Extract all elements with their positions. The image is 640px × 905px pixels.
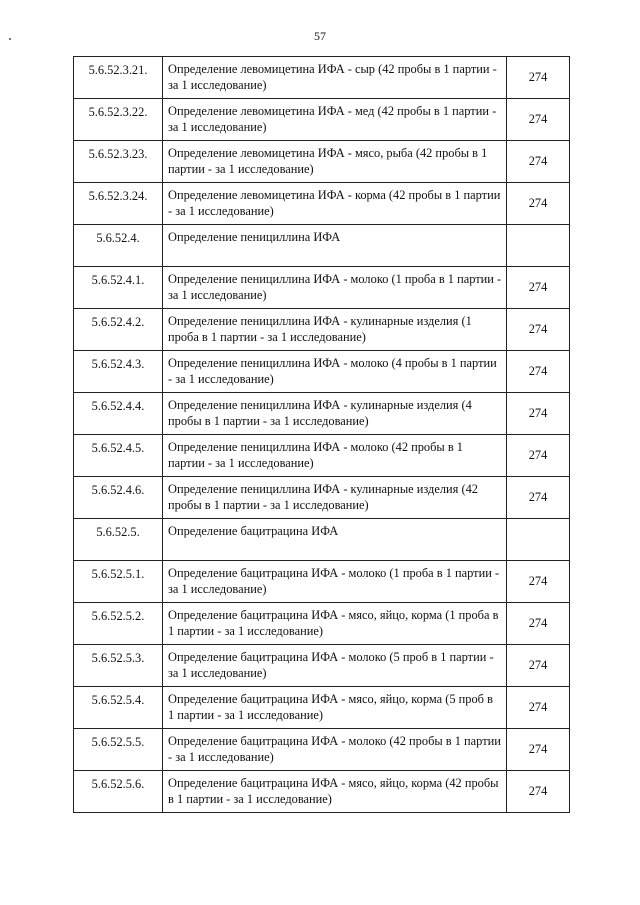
row-price: 274	[507, 645, 570, 687]
row-code: 5.6.52.5.5.	[74, 729, 163, 771]
row-price: 274	[507, 351, 570, 393]
row-code: 5.6.52.5.2.	[74, 603, 163, 645]
row-service-name: Определение бацитрацина ИФА - мясо, яйцо, корма (42 пробы в 1 партии - за 1 исследование)	[163, 771, 507, 813]
row-service-name: Определение пенициллина ИФА	[163, 225, 507, 267]
row-service-name: Определение пенициллина ИФА - молоко (42 пробы в 1 партии - за 1 исследование)	[163, 435, 507, 477]
table-row	[74, 435, 570, 477]
row-price: 274	[507, 477, 570, 519]
row-service-name: Определение левомицетина ИФА - корма (42 пробы в 1 партии - за 1 исследование)	[163, 183, 507, 225]
table-row	[74, 603, 570, 645]
row-price: 274	[507, 183, 570, 225]
table-row	[74, 393, 570, 435]
row-price: 274	[507, 99, 570, 141]
table-body	[74, 57, 570, 813]
row-code: 5.6.52.4.1.	[74, 267, 163, 309]
row-code: 5.6.52.5.	[74, 519, 163, 561]
row-price: 274	[507, 771, 570, 813]
row-service-name: Определение пенициллина ИФА - кулинарные изделия (4 пробы в 1 партии - за 1 исследование)	[163, 393, 507, 435]
row-price: 274	[507, 393, 570, 435]
price-table	[73, 56, 570, 813]
table-row	[74, 99, 570, 141]
table-row	[74, 771, 570, 813]
row-code: 5.6.52.3.21.	[74, 57, 163, 99]
row-price: 274	[507, 687, 570, 729]
row-code: 5.6.52.3.23.	[74, 141, 163, 183]
table-row	[74, 309, 570, 351]
row-service-name: Определение пенициллина ИФА - молоко (1 проба в 1 партии - за 1 исследование)	[163, 267, 507, 309]
table-row	[74, 519, 570, 561]
row-price	[507, 519, 570, 561]
row-price: 274	[507, 603, 570, 645]
row-service-name: Определение бацитрацина ИФА - мясо, яйцо, корма (1 проба в 1 партии - за 1 исследование)	[163, 603, 507, 645]
row-price: 274	[507, 435, 570, 477]
row-price: 274	[507, 729, 570, 771]
row-code: 5.6.52.3.24.	[74, 183, 163, 225]
row-service-name: Определение бацитрацина ИФА - молоко (5 проб в 1 партии - за 1 исследование)	[163, 645, 507, 687]
row-code: 5.6.52.5.6.	[74, 771, 163, 813]
row-service-name: Определение левомицетина ИФА - мед (42 пробы в 1 партии - за 1 исследование)	[163, 99, 507, 141]
row-price: 274	[507, 309, 570, 351]
table-row	[74, 57, 570, 99]
row-service-name: Определение пенициллина ИФА - кулинарные изделия (42 пробы в 1 партии - за 1 исследование)	[163, 477, 507, 519]
row-code: 5.6.52.3.22.	[74, 99, 163, 141]
table-row	[74, 477, 570, 519]
row-code: 5.6.52.5.1.	[74, 561, 163, 603]
table-row	[74, 687, 570, 729]
table-row	[74, 729, 570, 771]
table-row	[74, 225, 570, 267]
row-service-name: Определение пенициллина ИФА - молоко (4 пробы в 1 партии - за 1 исследование)	[163, 351, 507, 393]
row-code: 5.6.52.5.3.	[74, 645, 163, 687]
row-code: 5.6.52.4.2.	[74, 309, 163, 351]
row-price	[507, 225, 570, 267]
row-code: 5.6.52.4.	[74, 225, 163, 267]
row-service-name: Определение бацитрацина ИФА	[163, 519, 507, 561]
table-row	[74, 645, 570, 687]
table-row	[74, 267, 570, 309]
row-code: 5.6.52.4.4.	[74, 393, 163, 435]
table-row	[74, 351, 570, 393]
row-code: 5.6.52.4.6.	[74, 477, 163, 519]
row-code: 5.6.52.5.4.	[74, 687, 163, 729]
row-service-name: Определение левомицетина ИФА - мясо, рыба (42 пробы в 1 партии - за 1 исследование)	[163, 141, 507, 183]
table-row	[74, 141, 570, 183]
row-price: 274	[507, 141, 570, 183]
row-service-name: Определение левомицетина ИФА - сыр (42 пробы в 1 партии - за 1 исследование)	[163, 57, 507, 99]
row-service-name: Определение бацитрацина ИФА - мясо, яйцо, корма (5 проб в 1 партии - за 1 исследование)	[163, 687, 507, 729]
row-price: 274	[507, 267, 570, 309]
row-code: 5.6.52.4.5.	[74, 435, 163, 477]
row-service-name: Определение бацитрацина ИФА - молоко (1 проба в 1 партии - за 1 исследование)	[163, 561, 507, 603]
row-price: 274	[507, 57, 570, 99]
row-price: 274	[507, 561, 570, 603]
row-service-name: Определение пенициллина ИФА - кулинарные изделия (1 проба в 1 партии - за 1 исследование)	[163, 309, 507, 351]
row-service-name: Определение бацитрацина ИФА - молоко (42 пробы в 1 партии - за 1 исследование)	[163, 729, 507, 771]
page-number: 57	[314, 29, 326, 43]
row-code: 5.6.52.4.3.	[74, 351, 163, 393]
table-row	[74, 183, 570, 225]
table-row	[74, 561, 570, 603]
